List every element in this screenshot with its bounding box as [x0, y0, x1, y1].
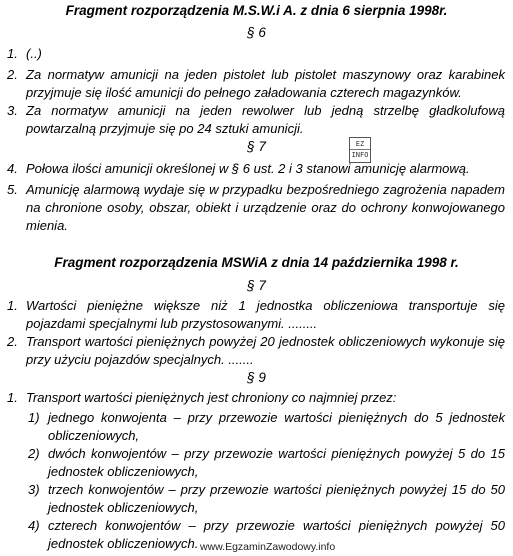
list-item — [0, 333, 505, 369]
item-text: (..) — [26, 46, 42, 61]
list-item — [0, 160, 505, 178]
list-item — [0, 181, 505, 235]
item-number: 1. — [7, 298, 18, 313]
section-7-heading: § 7 — [247, 278, 266, 293]
item-text: Wartości pieniężne większe niż 1 jednostka obliczeniowa transportuje się pojazdami specjalnymi lub przystosowanymi. ........ — [26, 298, 505, 331]
section-6-heading: § 6 — [247, 25, 266, 40]
ez-info-stamp-icon: EZ INFO — [349, 137, 371, 163]
list-item — [0, 297, 505, 333]
item-number: 1. — [7, 46, 18, 61]
item-text: Za normatyw amunicji na jeden pistolet lub pistolet maszynowy oraz karabinek przyjmuje się ilość amunicji do pełnego załadowania czterech magazynków. — [26, 67, 505, 100]
list-item — [0, 102, 505, 138]
list-item — [0, 389, 505, 407]
item-number: 3. — [7, 103, 18, 118]
list-item — [0, 66, 505, 102]
item-number: 5. — [7, 182, 18, 197]
sub-item-text: trzech konwojentów – przy przewozie wartości pieniężnych powyżej 15 do 50 jednostek obliczeniowych, — [48, 482, 505, 515]
item-number: 1. — [7, 390, 18, 405]
item-number: 2. — [7, 334, 18, 349]
item-text: Połowa ilości amunicji określonej w § 6 ust. 2 i 3 stanowi amunicję alarmową. — [26, 161, 470, 176]
sub-list-item — [0, 481, 505, 517]
sub-item-number: 1) — [28, 410, 40, 425]
section-7-heading: § 7 — [247, 139, 266, 154]
list-item — [0, 45, 505, 63]
title-regulation-1998-10: Fragment rozporządzenia MSWiA z dnia 14 października 1998 r. — [54, 255, 459, 270]
sub-item-text: jednego konwojenta – przy przewozie wartości pieniężnych do 5 jednostek obliczeniowych, — [48, 410, 505, 443]
section-9-heading: § 9 — [247, 370, 266, 385]
item-text: Transport wartości pieniężnych jest chroniony co najmniej przez: — [26, 390, 397, 405]
item-number: 2. — [7, 67, 18, 82]
sub-list-item — [0, 445, 505, 481]
sub-item-number: 3) — [28, 482, 40, 497]
item-text: Amunicję alarmową wydaje się w przypadku bezpośredniego zagrożenia napadem na chronione osoby, obszar, obiekt i urządzenie oraz do ochrony konwojowanego mienia. — [26, 182, 505, 233]
item-text: Transport wartości pieniężnych powyżej 20 jednostek obliczeniowych wykonuje się przy użyciu pojazdów specjalnych. ....... — [26, 334, 505, 367]
item-number: 4. — [7, 161, 18, 176]
sub-list-item — [0, 409, 505, 445]
sub-item-number: 4) — [28, 518, 40, 533]
sub-item-number: 2) — [28, 446, 40, 461]
watermark: www.EgzaminZawodowy.info — [200, 541, 336, 553]
item-text: Za normatyw amunicji na jeden rewolwer lub jedną strzelbę gładkolufową powtarzalną przyjmuje się po 24 sztuki amunicji. — [26, 103, 505, 136]
sub-item-text: czterech konwojentów – przy przewozie wartości pieniężnych powyżej 50 jednostek obliczeniowych. — [48, 518, 505, 551]
sub-item-text: dwóch konwojentów – przy przewozie wartości pieniężnych powyżej 5 do 15 jednostek obliczeniowych, — [48, 446, 505, 479]
title-regulation-1998-08: Fragment rozporządzenia M.S.W.i A. z dnia 6 sierpnia 1998r. — [65, 3, 448, 18]
